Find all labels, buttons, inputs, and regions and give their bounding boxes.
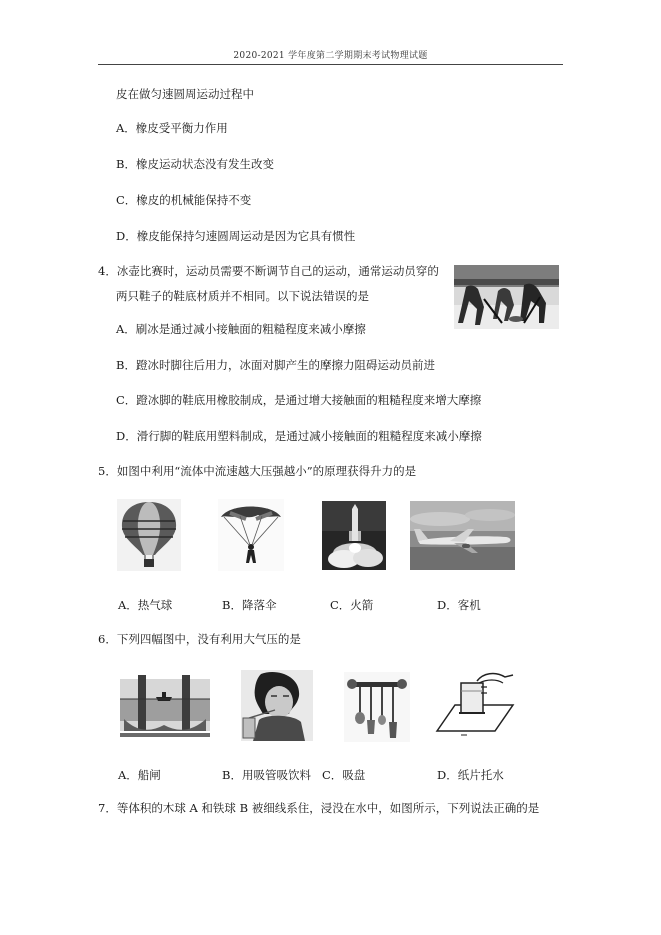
q4-option-a: A．刷冰是通过减小接触面的粗糙程度来减小摩擦 [116, 322, 366, 336]
q4-option-c: C．蹬冰脚的鞋底用橡胶制成，是通过增大接触面的粗糙程度来增大摩擦 [116, 393, 482, 407]
header-rule [98, 64, 563, 65]
q3-stem-continuation: 皮在做匀速圆周运动过程中 [116, 87, 254, 101]
q4-stem-line2: 两只鞋子的鞋底材质并不相同。以下说法错误的是 [116, 289, 369, 303]
paper-holds-water-diagram [433, 669, 517, 742]
q6-label-a: A．船闸 [118, 768, 161, 782]
airliner-photo [410, 501, 515, 570]
q7-stem: 7．等体积的木球 A 和铁球 B 被细线系住，浸没在水中，如图所示，下列说法正确的是 [98, 801, 540, 815]
parachute-photo [218, 499, 284, 571]
q3-option-a: A．橡皮受平衡力作用 [116, 121, 228, 135]
q5-label-d: D．客机 [437, 598, 481, 612]
ship-lock-diagram [120, 671, 210, 741]
q4-option-d: D．滑行脚的鞋底用塑料制成，是通过减小接触面的粗糙程度来减小摩擦 [116, 429, 482, 443]
curling-photo [454, 265, 559, 329]
q6-stem: 6．下列四幅图中，没有利用大气压的是 [98, 632, 301, 646]
q6-label-d: D．纸片托水 [437, 768, 504, 782]
q5-label-c: C．火箭 [330, 598, 374, 612]
q4-stem-line1: 4．冰壶比赛时，运动员需要不断调节自己的运动，通常运动员穿的 [98, 264, 439, 278]
q3-option-b: B．橡皮运动状态没有发生改变 [116, 157, 274, 171]
rocket-photo [322, 501, 386, 570]
q4-option-b: B．蹬冰时脚往后用力，冰面对脚产生的摩擦力阻碍运动员前进 [116, 358, 435, 372]
q6-label-b: B．用吸管吸饮料 [222, 768, 311, 782]
q3-option-c: C．橡皮的机械能保持不变 [116, 193, 252, 207]
page-header: 2020-2021 学年度第二学期期末考试物理试题 [233, 51, 428, 61]
suction-cup-photo [344, 672, 410, 742]
q6-label-c: C．吸盘 [322, 768, 366, 782]
q5-stem: 5．如图中利用“流体中流速越大压强越小”的原理获得升力的是 [98, 464, 417, 478]
hot-air-balloon-photo [117, 499, 181, 571]
drinking-straw-photo [241, 670, 313, 741]
q3-option-d: D．橡皮能保持匀速圆周运动是因为它具有惯性 [116, 229, 356, 243]
q5-label-a: A．热气球 [118, 598, 173, 612]
q5-label-b: B．降落伞 [222, 598, 277, 612]
